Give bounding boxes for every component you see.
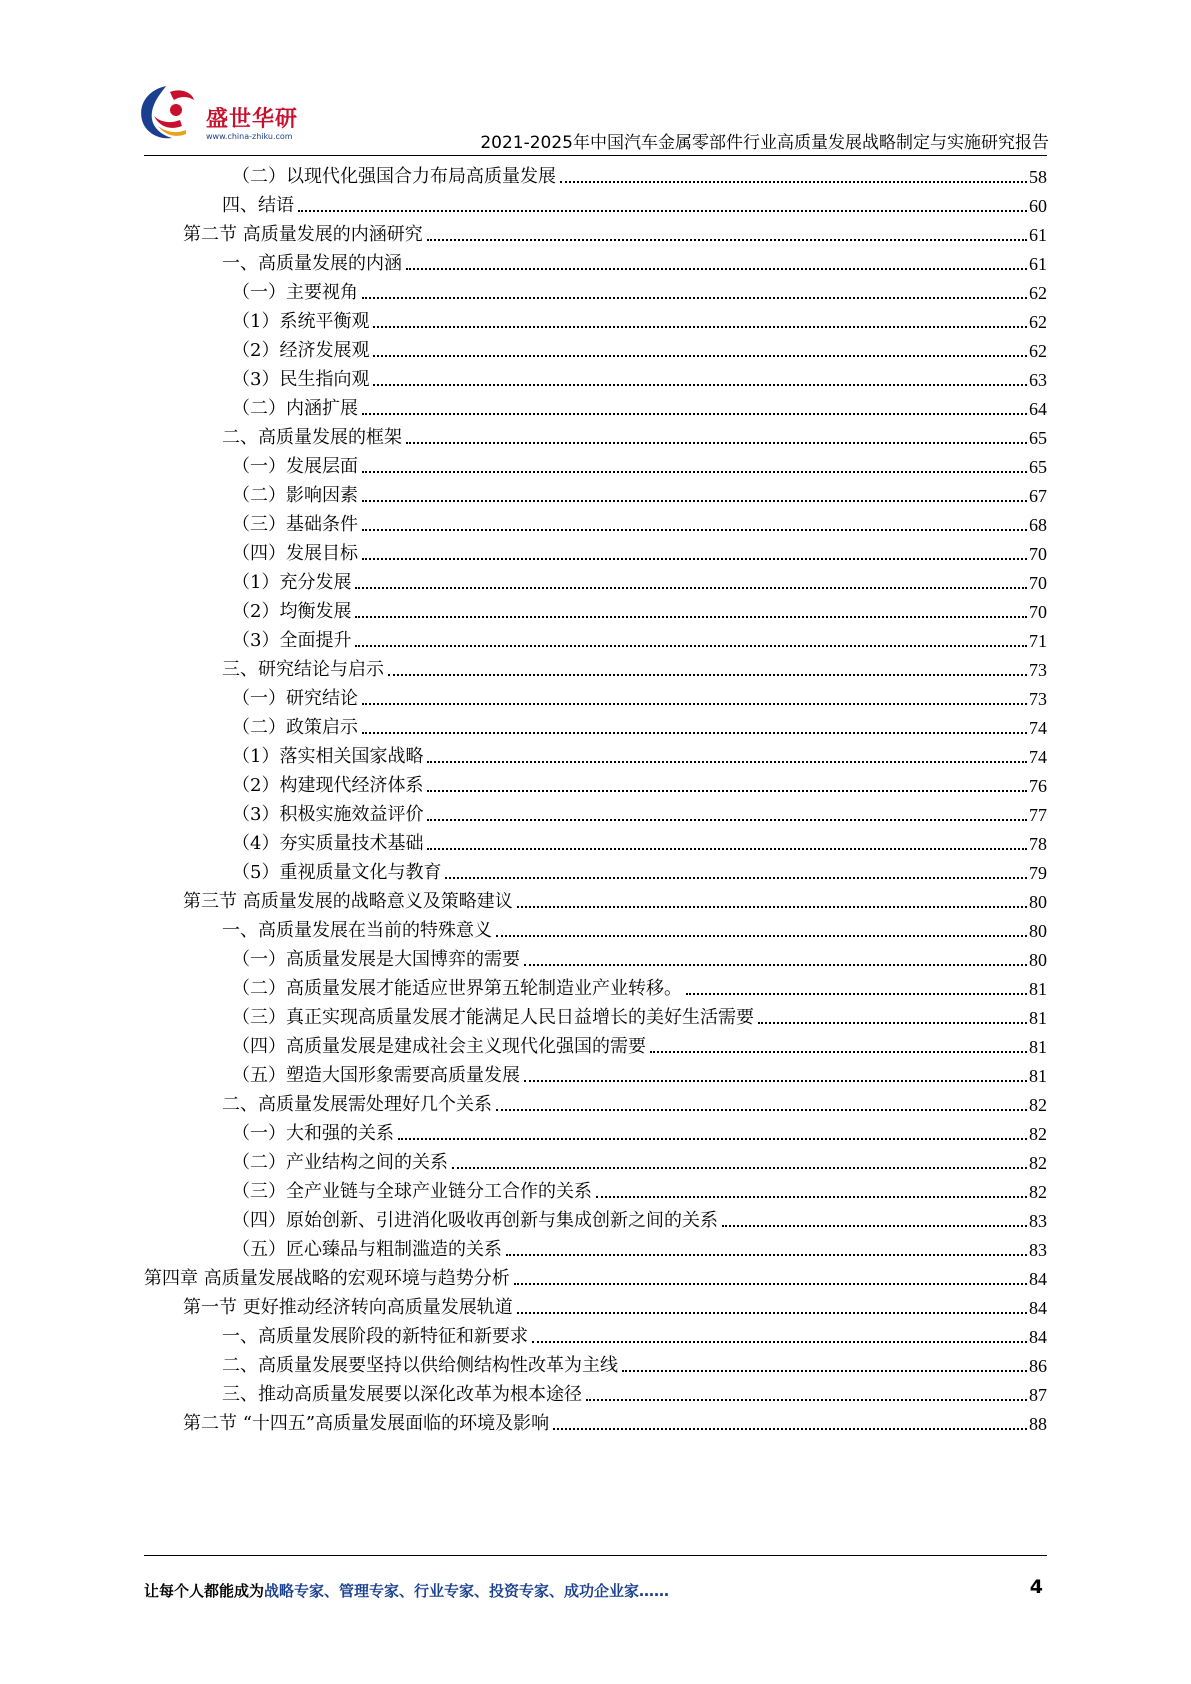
toc-entry-page: 61 <box>1029 225 1047 245</box>
toc-entry-label: （3）民生指向观 <box>232 369 370 390</box>
toc-dot-leader <box>362 703 1027 705</box>
toc-entry-label: （一）大和强的关系 <box>232 1123 394 1144</box>
toc-dot-leader <box>496 1109 1027 1111</box>
toc-entry-label: （三）全产业链与全球产业链分工合作的关系 <box>232 1181 592 1202</box>
toc-entry-label: （二）影响因素 <box>232 485 358 506</box>
toc-entry-label: （三）基础条件 <box>232 514 358 535</box>
toc-entry-label: （二）政策启示 <box>232 717 358 738</box>
toc-entry-page: 81 <box>1029 1037 1047 1057</box>
toc-dot-leader <box>355 587 1027 589</box>
toc-entry[interactable] <box>232 798 1047 826</box>
toc-entry-label: （四）原始创新、引进消化吸收再创新与集成创新之间的关系 <box>232 1210 718 1231</box>
toc-entry-label: （二）高质量发展才能适应世界第五轮制造业产业转移。 <box>232 978 682 999</box>
toc-dot-leader <box>524 964 1027 966</box>
toc-entry-page: 81 <box>1029 979 1047 999</box>
toc-entry-label: （三）真正实现高质量发展才能满足人民日益增长的美好生活需要 <box>232 1007 754 1028</box>
toc-entry-label: （2）均衡发展 <box>232 601 352 622</box>
toc-dot-leader <box>427 848 1027 850</box>
toc-entry[interactable] <box>144 1262 1047 1290</box>
toc-entry[interactable] <box>232 769 1047 797</box>
toc-dot-leader <box>362 529 1027 531</box>
toc-entry-page: 82 <box>1029 1182 1047 1202</box>
toc-dot-leader <box>560 181 1027 183</box>
toc-entry-page: 83 <box>1029 1240 1047 1260</box>
toc-entry-page: 63 <box>1029 370 1047 390</box>
toc-dot-leader <box>596 1196 1027 1198</box>
toc-entry-label: （1）系统平衡观 <box>232 311 370 332</box>
toc-entry[interactable] <box>222 1378 1047 1406</box>
toc-dot-leader <box>517 906 1027 908</box>
toc-entry-page: 65 <box>1029 428 1047 448</box>
toc-entry-page: 70 <box>1029 544 1047 564</box>
toc-dot-leader <box>427 239 1027 241</box>
toc-entry[interactable] <box>232 943 1047 971</box>
toc-dot-leader <box>355 616 1027 618</box>
toc-dot-leader <box>362 558 1027 560</box>
logo-url: www.china-zhiku.com <box>206 132 293 141</box>
toc-entry-page: 64 <box>1029 399 1047 419</box>
toc-entry-label: （二）内涵扩展 <box>232 398 358 419</box>
toc-entry-label: （4）夯实质量技术基础 <box>232 833 424 854</box>
logo-emblem-icon <box>136 82 202 144</box>
toc-entry-label: 三、研究结论与启示 <box>222 659 384 680</box>
toc-entry-page: 82 <box>1029 1095 1047 1115</box>
toc-entry-page: 62 <box>1029 341 1047 361</box>
toc-dot-leader <box>362 732 1027 734</box>
toc-dot-leader <box>427 761 1027 763</box>
toc-entry[interactable] <box>232 566 1047 594</box>
toc-entry-label: （一）发展层面 <box>232 456 358 477</box>
toc-entry-page: 82 <box>1029 1153 1047 1173</box>
toc-entry-label: 第二节 高质量发展的内涵研究 <box>183 224 423 245</box>
toc-dot-leader <box>758 1022 1027 1024</box>
toc-dot-leader <box>398 1138 1027 1140</box>
toc-dot-leader <box>388 674 1027 676</box>
toc-entry[interactable] <box>222 189 1047 217</box>
toc-entry[interactable] <box>232 1001 1047 1029</box>
toc-entry[interactable] <box>232 508 1047 536</box>
toc-entry-label: （2）构建现代经济体系 <box>232 775 424 796</box>
toc-entry-label: （2）经济发展观 <box>232 340 370 361</box>
toc-entry-page: 77 <box>1029 805 1047 825</box>
page-number: 4 <box>1029 1576 1043 1598</box>
toc-entry-label: （3）积极实施效益评价 <box>232 804 424 825</box>
toc-dot-leader <box>362 297 1027 299</box>
toc-entry-page: 83 <box>1029 1211 1047 1231</box>
toc-entry[interactable] <box>183 1407 1047 1435</box>
toc-entry-label: （五）塑造大国形象需要高质量发展 <box>232 1065 520 1086</box>
footer-slogan-highlight: 战略专家、管理专家、行业专家、投资专家、成功企业家…… <box>264 1582 670 1600</box>
toc-entry[interactable] <box>232 856 1047 884</box>
toc-dot-leader <box>373 384 1027 386</box>
page-header <box>0 0 1191 153</box>
toc-entry-label: 四、结语 <box>222 195 294 216</box>
toc-dot-leader <box>355 645 1027 647</box>
toc-dot-leader <box>524 1080 1027 1082</box>
toc-dot-leader <box>496 935 1027 937</box>
toc-entry-page: 84 <box>1029 1298 1047 1318</box>
toc-entry[interactable] <box>232 740 1047 768</box>
toc-dot-leader <box>517 1312 1027 1314</box>
toc-entry[interactable] <box>232 624 1047 652</box>
toc-entry-page: 73 <box>1029 660 1047 680</box>
toc-entry-page: 67 <box>1029 486 1047 506</box>
toc-entry-label: （四）高质量发展是建成社会主义现代化强国的需要 <box>232 1036 646 1057</box>
toc-entry[interactable] <box>232 595 1047 623</box>
report-title: 2021-2025年中国汽车金属零部件行业高质量发展战略制定与实施研究报告 <box>480 133 1049 153</box>
toc-entry[interactable] <box>232 276 1047 304</box>
toc-entry-label: 二、高质量发展要坚持以供给侧结构性改革为主线 <box>222 1355 618 1376</box>
toc-entry-page: 84 <box>1029 1327 1047 1347</box>
toc-entry-label: 第四章 高质量发展战略的宏观环境与趋势分析 <box>144 1268 510 1289</box>
toc-dot-leader <box>427 819 1027 821</box>
toc-entry[interactable] <box>232 711 1047 739</box>
toc-entry-label: （四）发展目标 <box>232 543 358 564</box>
toc-entry-label: （一）主要视角 <box>232 282 358 303</box>
toc-entry[interactable] <box>232 1204 1047 1232</box>
toc-entry-page: 70 <box>1029 573 1047 593</box>
toc-entry-label: （一）研究结论 <box>232 688 358 709</box>
toc-entry-page: 74 <box>1029 747 1047 767</box>
toc-entry-label: 第一节 更好推动经济转向高质量发展轨道 <box>183 1297 513 1318</box>
toc-entry-page: 61 <box>1029 254 1047 274</box>
toc-entry[interactable] <box>222 914 1047 942</box>
toc-entry[interactable] <box>232 392 1047 420</box>
toc-dot-leader <box>622 1370 1027 1372</box>
toc-entry[interactable] <box>232 1030 1047 1058</box>
toc-entry-page: 80 <box>1029 950 1047 970</box>
toc-entry[interactable] <box>222 421 1047 449</box>
toc-entry-page: 60 <box>1029 196 1047 216</box>
toc-dot-leader <box>362 500 1027 502</box>
toc-entry-label: （5）重视质量文化与教育 <box>232 862 442 883</box>
toc-entry[interactable] <box>232 160 1047 188</box>
toc-dot-leader <box>506 1254 1027 1256</box>
toc-entry-page: 78 <box>1029 834 1047 854</box>
toc-entry-label: （1）充分发展 <box>232 572 352 593</box>
toc-dot-leader <box>373 355 1027 357</box>
toc-entry-page: 62 <box>1029 312 1047 332</box>
toc-entry-page: 73 <box>1029 689 1047 709</box>
toc-dot-leader <box>553 1428 1027 1430</box>
toc-entry[interactable] <box>183 218 1047 246</box>
toc-entry[interactable] <box>232 334 1047 362</box>
toc-dot-leader <box>406 268 1027 270</box>
toc-entry[interactable] <box>232 479 1047 507</box>
toc-entry-label: （二）以现代化强国合力布局高质量发展 <box>232 166 556 187</box>
toc-entry-label: 一、高质量发展阶段的新特征和新要求 <box>222 1326 528 1347</box>
toc-entry[interactable] <box>232 1175 1047 1203</box>
toc-entry-page: 86 <box>1029 1356 1047 1376</box>
toc-entry[interactable] <box>232 972 1047 1000</box>
toc-entry-page: 79 <box>1029 863 1047 883</box>
toc-entry-label: 三、推动高质量发展要以深化改革为根本途径 <box>222 1384 582 1405</box>
toc-entry-page: 81 <box>1029 1066 1047 1086</box>
footer-slogan-prefix: 让每个人都能成为 <box>144 1582 265 1600</box>
toc-entry-page: 65 <box>1029 457 1047 477</box>
toc-entry[interactable] <box>232 1233 1047 1261</box>
toc-entry-label: 一、高质量发展在当前的特殊意义 <box>222 920 492 941</box>
toc-dot-leader <box>532 1341 1027 1343</box>
toc-dot-leader <box>514 1283 1027 1285</box>
toc-entry-label: 一、高质量发展的内涵 <box>222 253 402 274</box>
header-divider <box>144 155 1047 156</box>
toc-dot-leader <box>427 790 1027 792</box>
toc-entry[interactable] <box>222 653 1047 681</box>
toc-dot-leader <box>722 1225 1027 1227</box>
toc-entry-page: 88 <box>1029 1414 1047 1434</box>
toc-entry[interactable] <box>222 1349 1047 1377</box>
toc-entry-label: （二）产业结构之间的关系 <box>232 1152 448 1173</box>
toc-dot-leader <box>362 471 1027 473</box>
toc-dot-leader <box>362 413 1027 415</box>
toc-entry-page: 71 <box>1029 631 1047 651</box>
toc-entry-page: 80 <box>1029 892 1047 912</box>
toc-dot-leader <box>452 1167 1027 1169</box>
logo-title: 盛世华研 <box>206 107 299 132</box>
toc-entry[interactable] <box>232 1117 1047 1145</box>
toc-entry[interactable] <box>232 1146 1047 1174</box>
footer-divider <box>144 1555 1047 1556</box>
toc-entry-label: （3）全面提升 <box>232 630 352 651</box>
toc-entry-label: 第三节 高质量发展的战略意义及策略建议 <box>183 891 513 912</box>
toc-entry-page: 82 <box>1029 1124 1047 1144</box>
toc-dot-leader <box>406 442 1027 444</box>
toc-entry-page: 62 <box>1029 283 1047 303</box>
toc-entry[interactable] <box>232 1059 1047 1087</box>
toc-entry-page: 84 <box>1029 1269 1047 1289</box>
toc-entry[interactable] <box>183 1291 1047 1319</box>
toc-dot-leader <box>650 1051 1027 1053</box>
toc-entry-page: 58 <box>1029 167 1047 187</box>
toc-dot-leader <box>373 326 1027 328</box>
toc-dot-leader <box>298 210 1027 212</box>
toc-entry[interactable] <box>232 363 1047 391</box>
toc-entry[interactable] <box>232 682 1047 710</box>
toc-dot-leader <box>445 877 1027 879</box>
toc-entry[interactable] <box>222 247 1047 275</box>
toc-dot-leader <box>586 1399 1027 1401</box>
toc-entry-page: 70 <box>1029 602 1047 622</box>
toc-entry[interactable] <box>232 537 1047 565</box>
toc-entry-label: 二、高质量发展的框架 <box>222 427 402 448</box>
toc-entry-page: 74 <box>1029 718 1047 738</box>
footer-slogan <box>144 1580 669 1601</box>
toc-entry-page: 81 <box>1029 1008 1047 1028</box>
toc-entry[interactable] <box>232 305 1047 333</box>
toc-entry-label: （五）匠心臻品与粗制滥造的关系 <box>232 1239 502 1260</box>
toc-entry-page: 80 <box>1029 921 1047 941</box>
toc-entry[interactable] <box>183 885 1047 913</box>
toc-entry-label: （1）落实相关国家战略 <box>232 746 424 767</box>
toc-entry[interactable] <box>222 1088 1047 1116</box>
company-logo <box>136 82 336 148</box>
toc-entry-page: 87 <box>1029 1385 1047 1405</box>
toc-entry-label: 二、高质量发展需处理好几个关系 <box>222 1094 492 1115</box>
toc-entry-label: （一）高质量发展是大国博弈的需要 <box>232 949 520 970</box>
toc-entry[interactable] <box>232 827 1047 855</box>
toc-entry[interactable] <box>222 1320 1047 1348</box>
toc-entry-label: 第二节 “十四五”高质量发展面临的环境及影响 <box>183 1413 550 1434</box>
toc-dot-leader <box>686 993 1027 995</box>
toc-entry-page: 76 <box>1029 776 1047 796</box>
toc-entry[interactable] <box>232 450 1047 478</box>
toc-entry-page: 68 <box>1029 515 1047 535</box>
